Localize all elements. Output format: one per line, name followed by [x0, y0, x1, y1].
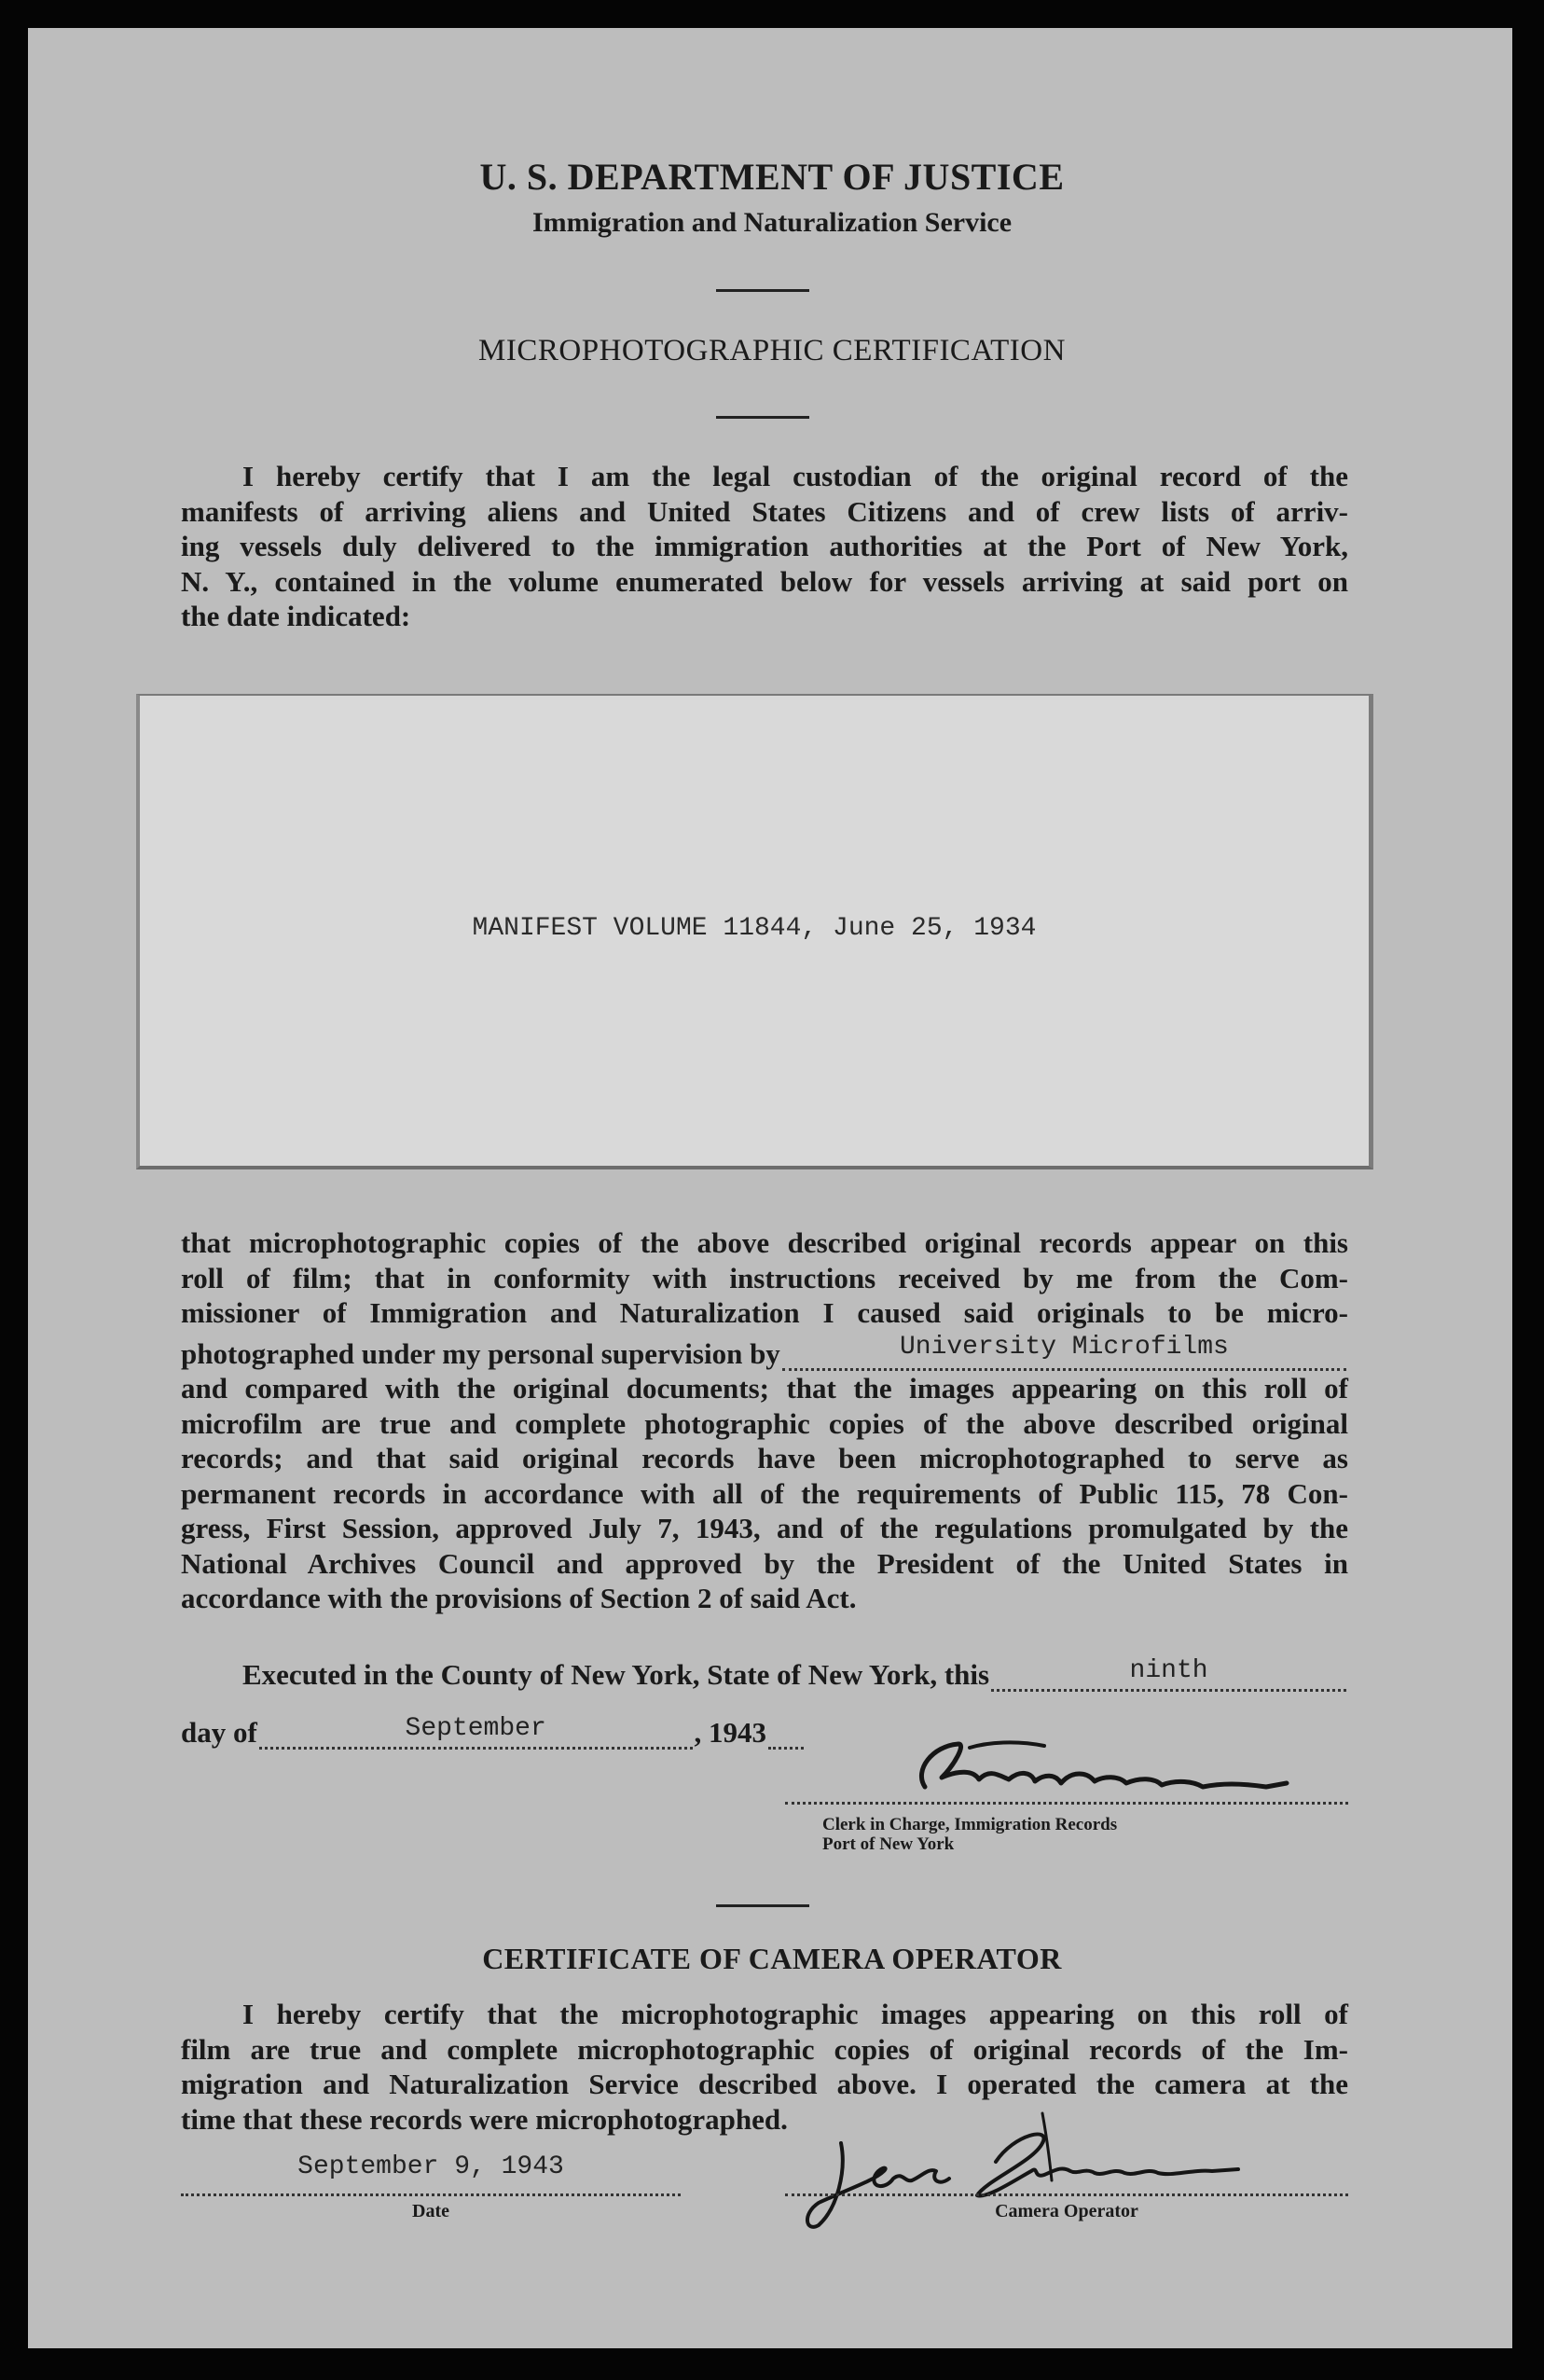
text-line: N. Y., contained in the volume enumerated below for vessels arriving at said port on	[181, 564, 1348, 598]
text-line: time that these records were microphotographed.	[181, 2102, 788, 2136]
day-field	[991, 1655, 1346, 1692]
text-line: accordance with the provisions of Section 2 of said Act.	[181, 1582, 857, 1614]
divider	[716, 416, 809, 419]
supervision-line	[181, 1332, 1348, 1372]
clerk-signature-line	[785, 1800, 1348, 1805]
clerk-title: Clerk in Charge, Immigration Records	[822, 1815, 1118, 1834]
text-line: missioner of Immigration and Naturalization I caused said originals to be micro-	[181, 1296, 1348, 1329]
month-value: September	[405, 1713, 546, 1743]
certification-title: MICROPHOTOGRAPHIC CERTIFICATION	[478, 334, 1066, 367]
day-value: ninth	[1129, 1655, 1208, 1685]
supervision-prefix: photographed under my personal supervision by	[181, 1336, 780, 1370]
date-label: Date	[412, 2201, 449, 2221]
text-line: migration and Naturalization Service described above. I operated the camera at the	[181, 2068, 1348, 2100]
supervisor-value: University Microfilms	[899, 1332, 1229, 1362]
month-line	[181, 1714, 806, 1750]
text-line: roll of film; that in conformity with instructions received by me from the Com-	[181, 1261, 1348, 1294]
camera-certificate-title: CERTIFICATE OF CAMERA OPERATOR	[482, 1942, 1062, 1975]
text-line: and compared with the original documents; that the images appearing on this roll of	[181, 1372, 1348, 1404]
divider	[716, 289, 809, 292]
clerk-location: Port of New York	[822, 1834, 955, 1854]
body-paragraph	[181, 1225, 1348, 1616]
text-line: microfilm are true and complete photographic copies of the above described original	[181, 1406, 1348, 1440]
day-of-label: day of	[181, 1715, 257, 1749]
text-line: I hereby certify that I am the legal custodian of the original record of the	[242, 460, 1348, 492]
text-line: National Archives Council and approved by the President of the United States in	[181, 1546, 1348, 1580]
date-line	[181, 2192, 681, 2196]
text-line: that microphotographic copies of the above described original records appear on this	[181, 1226, 1348, 1259]
clerk-caption	[822, 1815, 1117, 1854]
intro-paragraph	[181, 459, 1348, 634]
text-line: ing vessels duly delivered to the immigration authorities at the Port of New York,	[181, 530, 1348, 562]
camera-operator-line	[785, 2192, 1348, 2196]
text-line: permanent records in accordance with all of the requirements of Public 115, 78 Con-	[181, 1476, 1348, 1510]
execution-line	[242, 1656, 1348, 1692]
text-line: gress, First Session, approved July 7, 1943, and of the regulations promulgated by the	[181, 1512, 1348, 1544]
service-subheading: Immigration and Naturalization Service	[531, 207, 1013, 238]
execution-prefix: Executed in the County of New York, State of New York, this	[242, 1657, 990, 1691]
department-heading: U. S. DEPARTMENT OF JUSTICE	[479, 156, 1065, 198]
clerk-signature	[904, 1733, 1333, 1807]
date-value: September 9, 1943	[297, 2152, 564, 2181]
text-line: records; and that said original records have been microphotographed to serve as	[181, 1442, 1348, 1474]
camera-operator-label: Camera Operator	[995, 2201, 1138, 2221]
manifest-volume-box	[136, 694, 1373, 1169]
year-text: , 1943	[694, 1715, 766, 1749]
supervisor-field	[782, 1332, 1346, 1371]
text-line: I hereby certify that the microphotographic images appearing on this roll of	[242, 1998, 1348, 2030]
text-line: film are true and complete microphotographic copies of original records of the Im-	[181, 2032, 1348, 2066]
divider	[716, 1904, 809, 1907]
year-dots	[768, 1726, 804, 1750]
text-line: the date indicated:	[181, 600, 411, 632]
manifest-volume-text: MANIFEST VOLUME 11844, June 25, 1934	[472, 914, 1037, 943]
month-field	[259, 1713, 693, 1750]
text-line: manifests of arriving aliens and United States Citizens and of crew lists of arriv-	[181, 494, 1348, 528]
